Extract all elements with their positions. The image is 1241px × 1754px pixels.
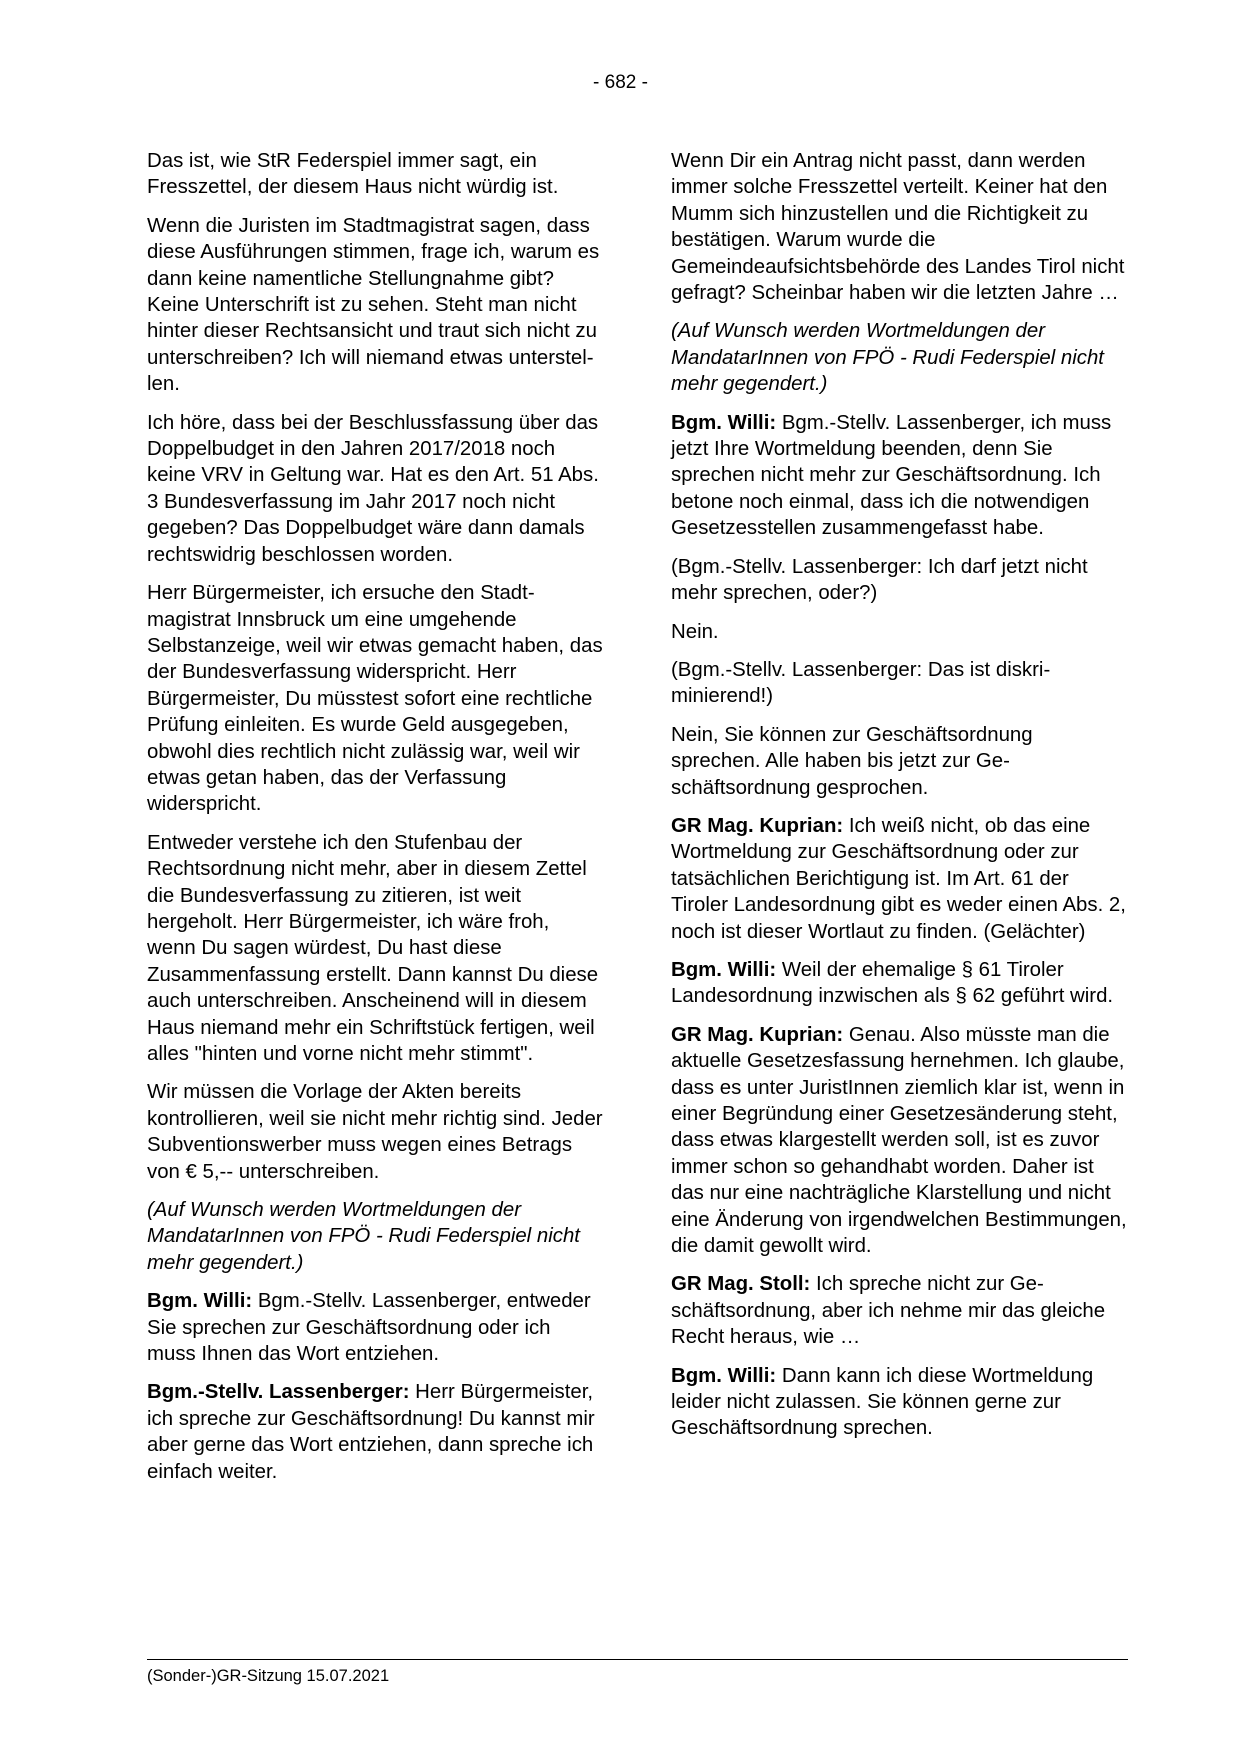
paragraph [671,148,1127,306]
paragraph-text: Wir müssen die Vorlage der Akten bereits kontrollieren, weil sie nicht mehr richtig sind. Jeder Subventionswerber muss wegen eines Betrags von € 5,-- unterschreiben. [147,1081,603,1183]
paragraph-text: (Bgm.-Stellv. Lassenberger: Ich darf jetzt nicht mehr sprechen, oder?) [671,555,1088,605]
paragraph [671,554,1127,607]
paragraph-text: (Bgm.-Stellv. Lassenberger: Das ist diskriminierend!) [671,658,1051,708]
speaker-label: GR Mag. Kuprian: [671,1023,844,1046]
paragraph-text: Das ist, wie StR Federspiel immer sagt, ein Fresszettel, der diesem Haus nicht würdig ist. [147,150,559,199]
paragraph [147,1288,603,1367]
paragraph [671,722,1127,801]
paragraph-text: Dann kann ich diese Wortmeldung leider nicht zulassen. Sie können gerne zur Geschäftsordnung sprechen. [671,1364,1094,1440]
paragraph-text: Herr Bürgermeister, ich ersuche den Stadtmagistrat Innsbruck um eine umgehende Selbstanzeige, weil wir etwas gemacht haben, das der Bundesverfassung widerspricht. Herr Bürgermeister, Du müsstest sofort eine rechtliche Prüfung einleiten. Es wurde Geld ausgegeben, obwohl dies rechtlich nicht zulässig war, weil wir etwas getan haben, das der Verfassung widerspricht. [147,582,603,816]
paragraph [147,1079,603,1185]
paragraph-text: Nein, Sie können zur Geschäftsordnung sprechen. Alle haben bis jetzt zur Geschäftsordnung gesprochen. [671,723,1033,799]
speaker-label: Bgm.-Stellv. Lassenberger: [147,1381,410,1404]
paragraph-text: Wenn Dir ein Antrag nicht passt, dann werden immer solche Fresszettel verteilt. Keiner hat den Mumm sich hinzustellen und die Richtigkeit zu bestätigen. Warum wurde die Gemeindeaufsichtsbehörde des Landes Tirol nicht gefragt? Scheinbar haben wir die letzten Jahre … [671,150,1125,305]
paragraph-text: Weil der ehemalige § 61 Tiroler Landesordnung inzwischen als § 62 geführt wird. [671,958,1114,1008]
paragraph-text: Herr Bürgermeister, ich spreche zur Geschäftsordnung! Du kannst mir aber gerne das Wort entziehen, dann spreche ich einfach weiter. [147,1381,595,1483]
paragraph [671,657,1127,710]
speaker-label: GR Mag. Kuprian: [671,814,844,837]
paragraph-text: (Auf Wunsch werden Wortmeldungen der MandatarInnen von FPÖ - Rudi Federspiel nicht mehr gegendert.) [671,320,1104,396]
paragraph [671,957,1127,1010]
speaker-label: Bgm. Willi: [671,958,777,981]
paragraph [671,1363,1127,1442]
paragraph [671,410,1127,542]
paragraph [147,1379,603,1485]
paragraph [147,148,603,201]
footer-session-label: (Sonder-)GR-Sitzung 15.07.2021 [147,1667,390,1685]
editorial-note [147,1197,603,1276]
page-number: - 682 - [593,72,648,93]
paragraph-text: Wenn die Juristen im Stadtmagistrat sagen, dass diese Ausführungen stimmen, frage ich, warum es dann keine namentliche Stellungnahme gibt? Keine Unterschrift ist zu sehen. Steht man nicht hinter dieser Rechtsansicht und traut sich nicht zu unterschreiben? Ich will niemand etwas unterstellen. [147,214,600,396]
paragraph-text: Bgm.-Stellv. Lassenberger, ich muss jetzt Ihre Wortmeldung beenden, denn Sie sprechen nicht mehr zur Geschäftsordnung. Ich betone noch einmal, dass ich die notwendigen Gesetzesstellen zusammengefasst habe. [671,411,1112,540]
paragraph [671,1271,1127,1350]
editorial-note [671,318,1127,397]
paragraph [671,619,1127,645]
right-column [671,148,1127,1454]
paragraph [671,1022,1127,1260]
speaker-label: Bgm. Willi: [671,1364,777,1387]
paragraph [147,580,603,818]
paragraph-text: Ich weiß nicht, ob das eine Wortmeldung zur Geschäftsordnung oder zur tatsächlichen Berichtigung ist. Im Art. 61 der Tiroler Landesordnung gibt es weder einen Abs. 2, noch ist dieser Wortlaut zu finden. (Gelächter) [671,814,1126,943]
paragraph-text: Nein. [671,620,719,643]
paragraph-text: Entweder verstehe ich den Stufenbau der Rechtsordnung nicht mehr, aber in diesem Zettel die Bundesverfassung zu zitieren, ist weit hergeholt. Herr Bürgermeister, ich wäre froh, wenn Du sagen würdest, Du hast diese Zusammenfassung erstellt. Dann kannst Du diese auch unterschreiben. Anscheinend will in diesem Haus niemand mehr ein Schriftstück fertigen, weil alles "hinten und vorne nicht mehr stimmt". [147,831,599,1065]
paragraph-text: Bgm.-Stellv. Lassenberger, entweder Sie sprechen zur Geschäftsordnung oder ich muss Ihnen das Wort entziehen. [147,1290,591,1366]
paragraph-text: Genau. Also müsste man die aktuelle Gesetzesfassung hernehmen. Ich glaube, dass es unter JuristInnen ziemlich klar ist, wenn in einer Begründung einer Gesetzesänderung steht, dass etwas klargestellt werden soll, ist es zuvor immer schon so gehandhabt worden. Daher ist das nur eine nachträgliche Klarstellung und nicht eine Änderung von irgendwelchen Bestimmungen, die damit gewollt wird. [671,1023,1127,1258]
speaker-label: Bgm. Willi: [671,411,777,434]
speaker-label: GR Mag. Stoll: [671,1273,811,1296]
paragraph [671,813,1127,945]
footer-divider [147,1659,1128,1660]
paragraph [147,830,603,1068]
paragraph-text: Ich höre, dass bei der Beschlussfassung über das Doppelbudget in den Jahren 2017/2018 noch keine VRV in Geltung war. Hat es den Art. 51 Abs. 3 Bundesverfassung im Jahr 2017 noch nicht gegeben? Das Doppelbudget wäre dann damals rechtswidrig beschlossen worden. [147,411,599,566]
left-column [147,148,603,1497]
paragraph-text: Ich spreche nicht zur Geschäftsordnung, aber ich nehme mir das gleiche Recht heraus, wie … [671,1273,1106,1349]
speaker-label: Bgm. Willi: [147,1290,253,1313]
paragraph [147,410,603,568]
paragraph-text: (Auf Wunsch werden Wortmeldungen der MandatarInnen von FPÖ - Rudi Federspiel nicht mehr gegendert.) [147,1199,580,1274]
paragraph [147,213,603,398]
